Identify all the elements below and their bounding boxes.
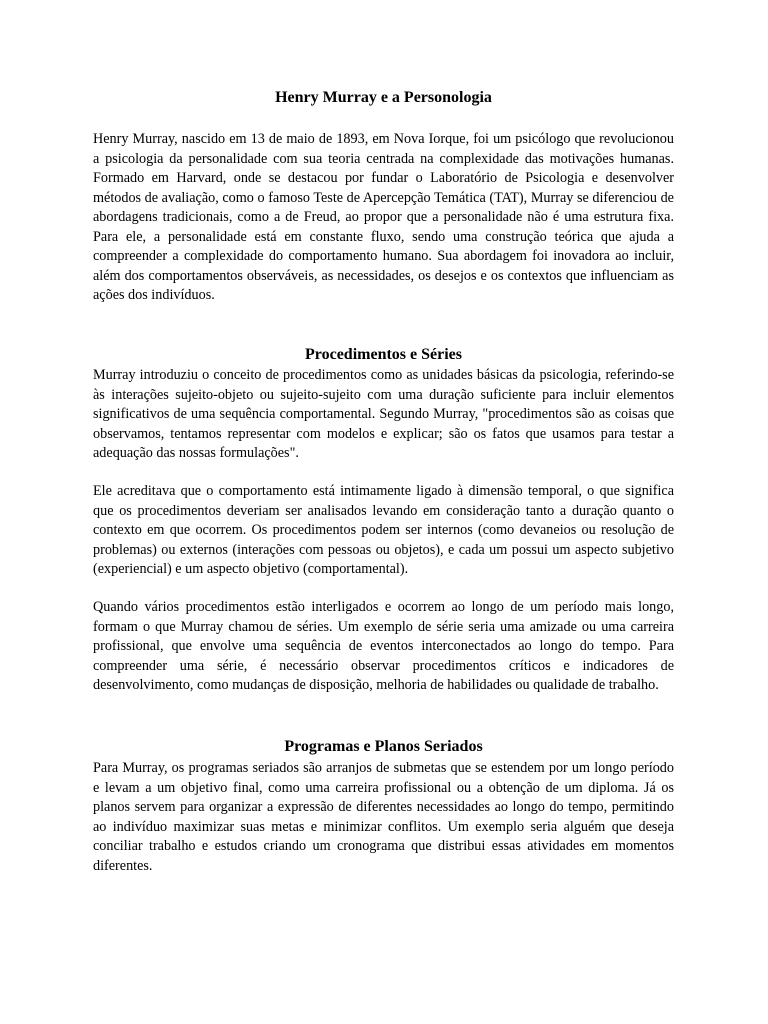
- section-heading-programas: Programas e Planos Seriados: [284, 738, 483, 755]
- intro-paragraph: Henry Murray, nascido em 13 de maio de 1893, em Nova Iorque, foi um psicólogo que revolucionou a psicologia da personalidade com sua teoria centrada na complexidade das motivações humanas. Formado em Harvard, onde se destacou por fundar o Laboratório de Psicologia e desenvolver métodos de avaliação, como o famoso Teste de Apercepção Temática (TAT), Murray se diferenciou de abordagens tradicionais, como a de Freud, ao propor que a personalidade não é uma estrutura fixa. Para ele, a personalidade está em constante fluxo, sendo uma construção teórica que ajuda a compreender a complexidade do comportamento humano. Sua abordagem foi inovadora ao incluir, além dos comportamentos observáveis, as necessidades, os desejos e os contextos que influenciam as ações dos indivíduos.: [93, 131, 674, 303]
- section1-paragraph-2: Ele acreditava que o comportamento está intimamente ligado à dimensão temporal, o que significa que os procedimentos deveriam ser analisados levando em consideração tanto a duração quanto o contexto em que ocorrem. Os procedimentos podem ser internos (como devaneios ou resolução de problemas) ou externos (interações com pessoas ou objetos), e cada um possui um aspecto subjetivo (experiencial) e um aspecto objetivo (comportamental).: [93, 483, 674, 577]
- section2-paragraph-1: Para Murray, os programas seriados são arranjos de submetas que se estendem por um longo período e levam a um objetivo final, como uma carreira profissional ou a obtenção de um diploma. Já os planos servem para organizar a expressão de diferentes necessidades ao longo do tempo, permitindo ao indivíduo maximizar suas metas e minimizar conflitos. Um exemplo seria alguém que deseja conciliar trabalho e estudos criando um cronograma que distribui essas atividades em momentos diferentes.: [93, 760, 674, 874]
- section1-paragraph-3: Quando vários procedimentos estão interligados e ocorrem ao longo de um período mais longo, formam o que Murray chamou de séries. Um exemplo de série seria uma amizade ou uma carreira profissional, que envolve uma sequência de eventos interconectados ao longo do tempo. Para compreender uma série, é necessário observar procedimentos críticos e indicadores de desenvolvimento, como mudanças de disposição, melhoria de habilidades ou qualidade de trabalho.: [93, 599, 674, 693]
- section-heading-procedimentos: Procedimentos e Séries: [305, 346, 462, 363]
- document-title: Henry Murray e a Personologia: [275, 89, 492, 106]
- section1-paragraph-1: Murray introduziu o conceito de procedimentos como as unidades básicas da psicologia, referindo-se às interações sujeito-objeto ou sujeito-sujeito com uma duração suficiente para incluir elementos significativos de uma sequência comportamental. Segundo Murray, "procedimentos são as coisas que observamos, tentamos representar com modelos e explicar; são os fatos que usamos para testar a adequação das nossas formulações".: [93, 367, 674, 461]
